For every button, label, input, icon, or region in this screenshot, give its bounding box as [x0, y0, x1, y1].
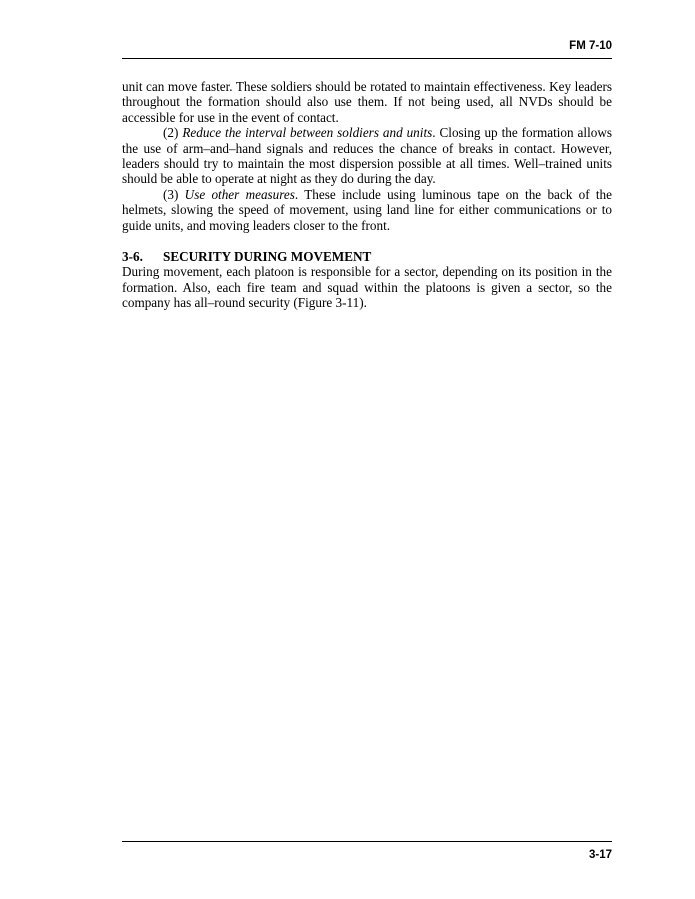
- list-item-2-text: . Closing up the formation allows the use of arm–and–hand signals and reduces the chance of breaks in contact. However, leaders should try to maintain the most dispersion possible at all times. Well–trained units should be able to operate at night as they do during the day.: [122, 125, 612, 187]
- paragraph-continuation: unit can move faster. These soldiers should be rotated to maintain effectiveness. Key leaders throughout the formation should also use them. If not being used, all NVDs should be accessible for use in the event of contact.: [122, 79, 612, 125]
- list-item-2-title: Reduce the interval between soldiers and units: [182, 125, 433, 141]
- page-content: [122, 79, 612, 311]
- section-paragraph: During movement, each platoon is responsible for a sector, depending on its position in the formation. Also, each fire team and squad within the platoons is given a sector, so the company has all–round security (Figure 3-11).: [122, 264, 612, 311]
- list-item-3-number: (3): [163, 186, 185, 202]
- page-header: [122, 38, 612, 59]
- list-item-3: [122, 187, 612, 233]
- section-heading: [122, 249, 612, 264]
- list-item-2-number: (2): [163, 125, 183, 141]
- page-number: 3-17: [588, 849, 612, 861]
- section-title: SECURITY DURING MOVEMENT: [163, 249, 372, 265]
- section-number: 3-6.: [122, 249, 143, 265]
- list-item-2: [122, 125, 612, 187]
- list-item-3-title: Use other measures: [184, 186, 295, 202]
- document-id: FM 7-10: [569, 40, 612, 52]
- page-footer: [122, 841, 612, 861]
- list-item-3-text: . These include using luminous tape on the back of the helmets, slowing the speed of movement, using land line for either communications or to guide units, and moving leaders closer to the front.: [122, 186, 612, 233]
